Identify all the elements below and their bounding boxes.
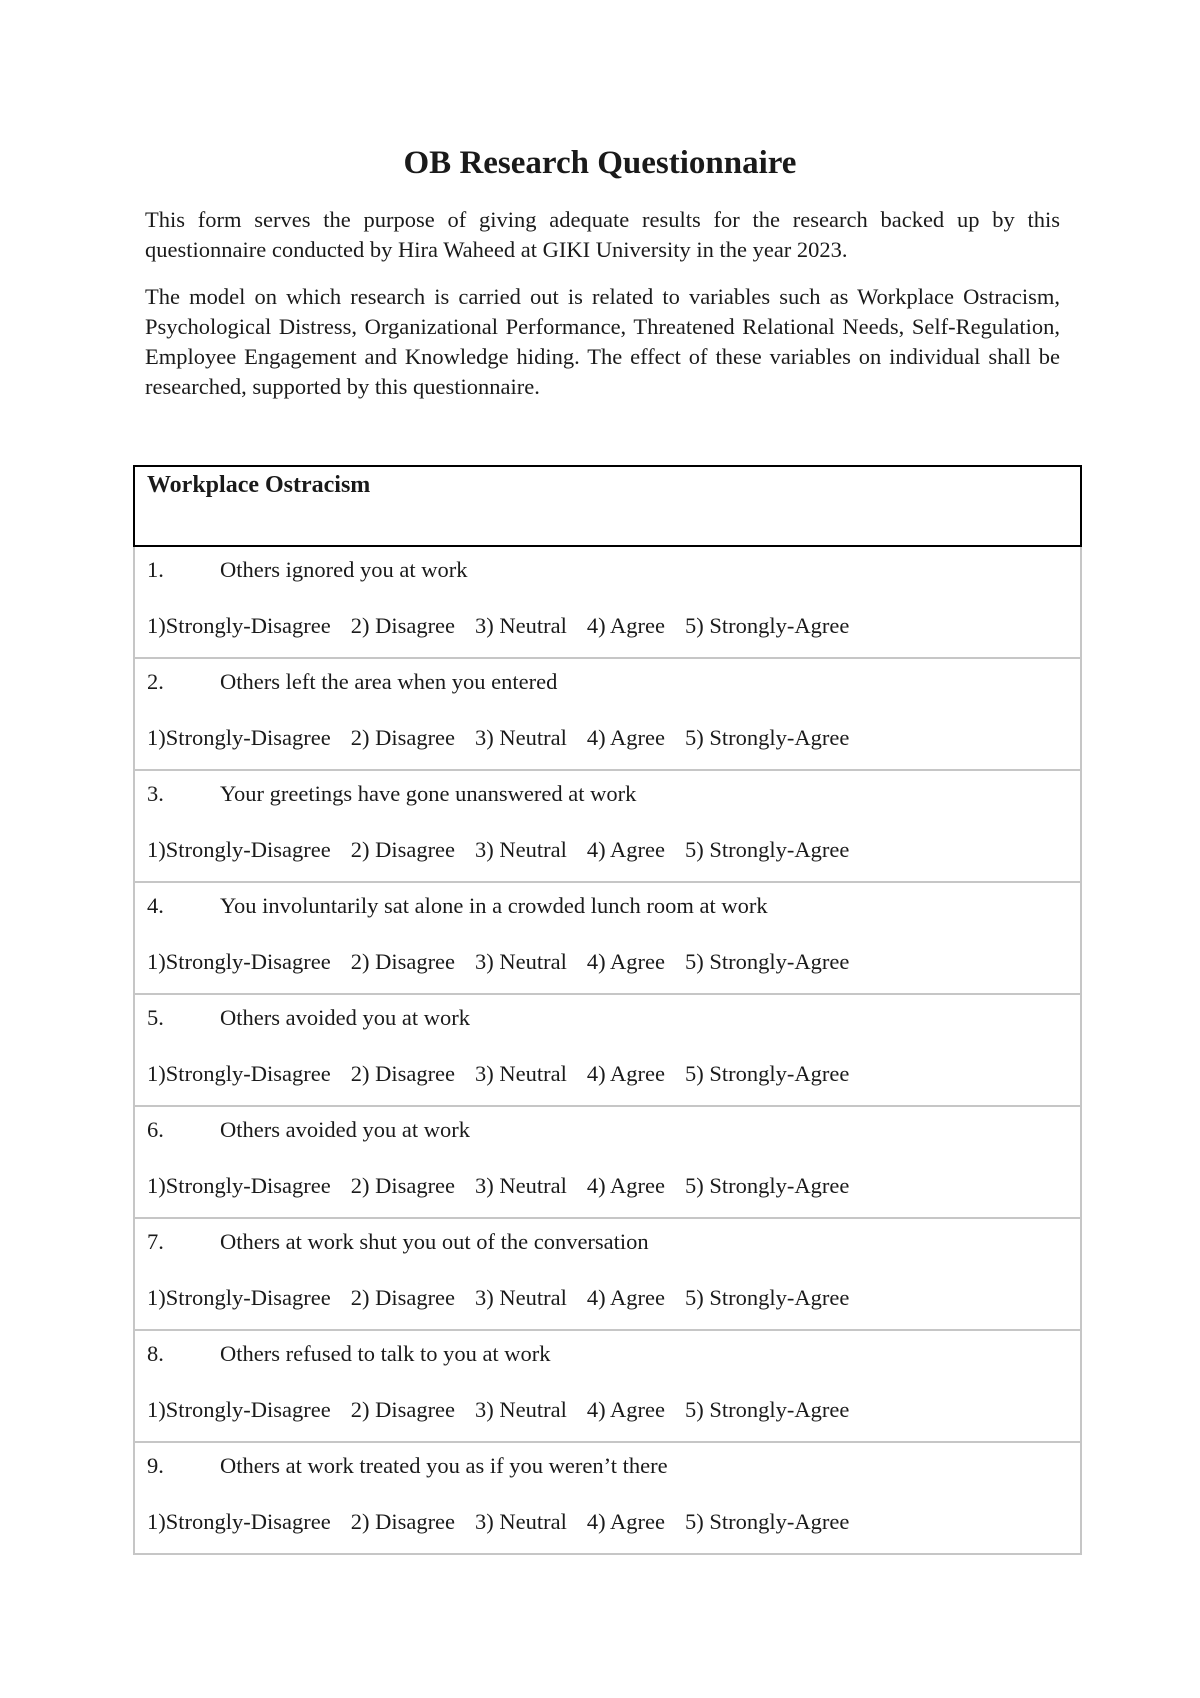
scale-option[interactable]: 5) Strongly-Agree (684, 1509, 850, 1534)
scale-option[interactable]: 5) Strongly-Agree (684, 949, 850, 974)
questionnaire-table (133, 465, 1082, 1555)
question-number: 8. (147, 1341, 164, 1366)
question-cell (134, 1218, 1081, 1330)
response-scale (147, 1397, 1070, 1423)
scale-option[interactable]: 2) Disagree (350, 837, 456, 862)
scale-option[interactable]: 5) Strongly-Agree (684, 1285, 850, 1310)
scale-option[interactable]: 2) Disagree (350, 949, 456, 974)
question-text: You involuntarily sat alone in a crowded lunch room at work (220, 893, 768, 918)
question-row (134, 882, 1081, 994)
scale-option[interactable]: 5) Strongly-Agree (684, 613, 850, 638)
question-row (134, 1106, 1081, 1218)
scale-option[interactable]: 2) Disagree (350, 1397, 456, 1422)
scale-option[interactable]: 3) Neutral (475, 837, 567, 862)
scale-option[interactable]: 4) Agree (586, 725, 665, 750)
question-text: Others refused to talk to you at work (220, 1341, 551, 1366)
scale-option[interactable]: 3) Neutral (475, 1509, 567, 1534)
scale-option[interactable]: 3) Neutral (475, 1285, 567, 1310)
question-number: 9. (147, 1453, 164, 1478)
question-line (147, 557, 1070, 585)
scale-option[interactable]: 3) Neutral (475, 1173, 567, 1198)
response-scale (147, 837, 1070, 863)
question-cell (134, 1330, 1081, 1442)
question-number: 3. (147, 781, 164, 806)
question-row (134, 994, 1081, 1106)
page-title: OB Research Questionnaire (403, 145, 797, 181)
scale-option[interactable]: 1)Strongly-Disagree (147, 1397, 331, 1422)
section-title: Workplace Ostracism (134, 466, 1081, 546)
scale-option[interactable]: 3) Neutral (475, 725, 567, 750)
scale-option[interactable]: 4) Agree (586, 613, 665, 638)
scale-option[interactable]: 2) Disagree (350, 1061, 456, 1086)
scale-option[interactable]: 2) Disagree (350, 1285, 456, 1310)
question-text: Others avoided you at work (220, 1005, 470, 1030)
question-number: 5. (147, 1005, 164, 1030)
scale-option[interactable]: 1)Strongly-Disagree (147, 837, 331, 862)
response-scale (147, 949, 1070, 975)
question-row (134, 1442, 1081, 1554)
question-text: Others at work shut you out of the conversation (220, 1229, 649, 1254)
question-number: 2. (147, 669, 164, 694)
scale-option[interactable]: 4) Agree (586, 1173, 665, 1198)
question-text: Your greetings have gone unanswered at work (220, 781, 637, 806)
scale-option[interactable]: 4) Agree (586, 1061, 665, 1086)
scale-option[interactable]: 4) Agree (586, 949, 665, 974)
question-text: Others at work treated you as if you weren’t there (220, 1453, 668, 1478)
scale-option[interactable]: 5) Strongly-Agree (684, 1173, 850, 1198)
scale-option[interactable]: 1)Strongly-Disagree (147, 725, 331, 750)
question-cell (134, 1106, 1081, 1218)
question-line (147, 1453, 1070, 1481)
response-scale (147, 725, 1070, 751)
scale-option[interactable]: 4) Agree (586, 1285, 665, 1310)
question-line (147, 1117, 1070, 1145)
response-scale (147, 1173, 1070, 1199)
question-cell (134, 1442, 1081, 1554)
question-cell (134, 546, 1081, 658)
question-number: 7. (147, 1229, 164, 1254)
intro-paragraph: The model on which research is carried out is related to variables such as Workplace Ostracism, Psychological Distress, Organizational Performance, Threatened Relational Needs, Self-Regulation, Employee Engagement and Knowledge hiding. The effect of these variables on individual shall be researched, supported by this questionnaire. (145, 284, 1060, 399)
question-row (134, 1218, 1081, 1330)
scale-option[interactable]: 4) Agree (586, 1509, 665, 1534)
scale-option[interactable]: 1)Strongly-Disagree (147, 1061, 331, 1086)
scale-option[interactable]: 1)Strongly-Disagree (147, 949, 331, 974)
question-cell (134, 658, 1081, 770)
scale-option[interactable]: 2) Disagree (350, 1173, 456, 1198)
scale-option[interactable]: 5) Strongly-Agree (684, 837, 850, 862)
response-scale (147, 1509, 1070, 1535)
scale-option[interactable]: 4) Agree (586, 837, 665, 862)
scale-option[interactable]: 3) Neutral (475, 1061, 567, 1086)
scale-option[interactable]: 1)Strongly-Disagree (147, 613, 331, 638)
question-line (147, 1229, 1070, 1257)
question-row (134, 1330, 1081, 1442)
question-number: 4. (147, 893, 164, 918)
response-scale (147, 613, 1070, 639)
question-row (134, 546, 1081, 658)
scale-option[interactable]: 3) Neutral (475, 613, 567, 638)
question-line (147, 669, 1070, 697)
question-cell (134, 770, 1081, 882)
scale-option[interactable]: 2) Disagree (350, 613, 456, 638)
scale-option[interactable]: 1)Strongly-Disagree (147, 1173, 331, 1198)
question-number: 1. (147, 557, 164, 582)
scale-option[interactable]: 5) Strongly-Agree (684, 1061, 850, 1086)
response-scale (147, 1061, 1070, 1087)
response-scale (147, 1285, 1070, 1311)
question-cell (134, 994, 1081, 1106)
question-line (147, 1341, 1070, 1369)
scale-option[interactable]: 2) Disagree (350, 725, 456, 750)
section-header-row (134, 466, 1081, 546)
scale-option[interactable]: 4) Agree (586, 1397, 665, 1422)
scale-option[interactable]: 2) Disagree (350, 1509, 456, 1534)
question-cell (134, 882, 1081, 994)
question-number: 6. (147, 1117, 164, 1142)
question-line (147, 893, 1070, 921)
scale-option[interactable]: 1)Strongly-Disagree (147, 1509, 331, 1534)
question-line (147, 1005, 1070, 1033)
question-text: Others avoided you at work (220, 1117, 470, 1142)
question-text: Others left the area when you entered (220, 669, 558, 694)
question-row (134, 658, 1081, 770)
scale-option[interactable]: 1)Strongly-Disagree (147, 1285, 331, 1310)
question-row (134, 770, 1081, 882)
scale-option[interactable]: 3) Neutral (475, 949, 567, 974)
intro-paragraph: This form serves the purpose of giving adequate results for the research backed up by this questionnaire conducted by Hira Waheed at GIKI University in the year 2023. (145, 207, 1060, 262)
scale-option[interactable]: 5) Strongly-Agree (684, 1397, 850, 1422)
scale-option[interactable]: 3) Neutral (475, 1397, 567, 1422)
scale-option[interactable]: 5) Strongly-Agree (684, 725, 850, 750)
question-line (147, 781, 1070, 809)
question-text: Others ignored you at work (220, 557, 468, 582)
